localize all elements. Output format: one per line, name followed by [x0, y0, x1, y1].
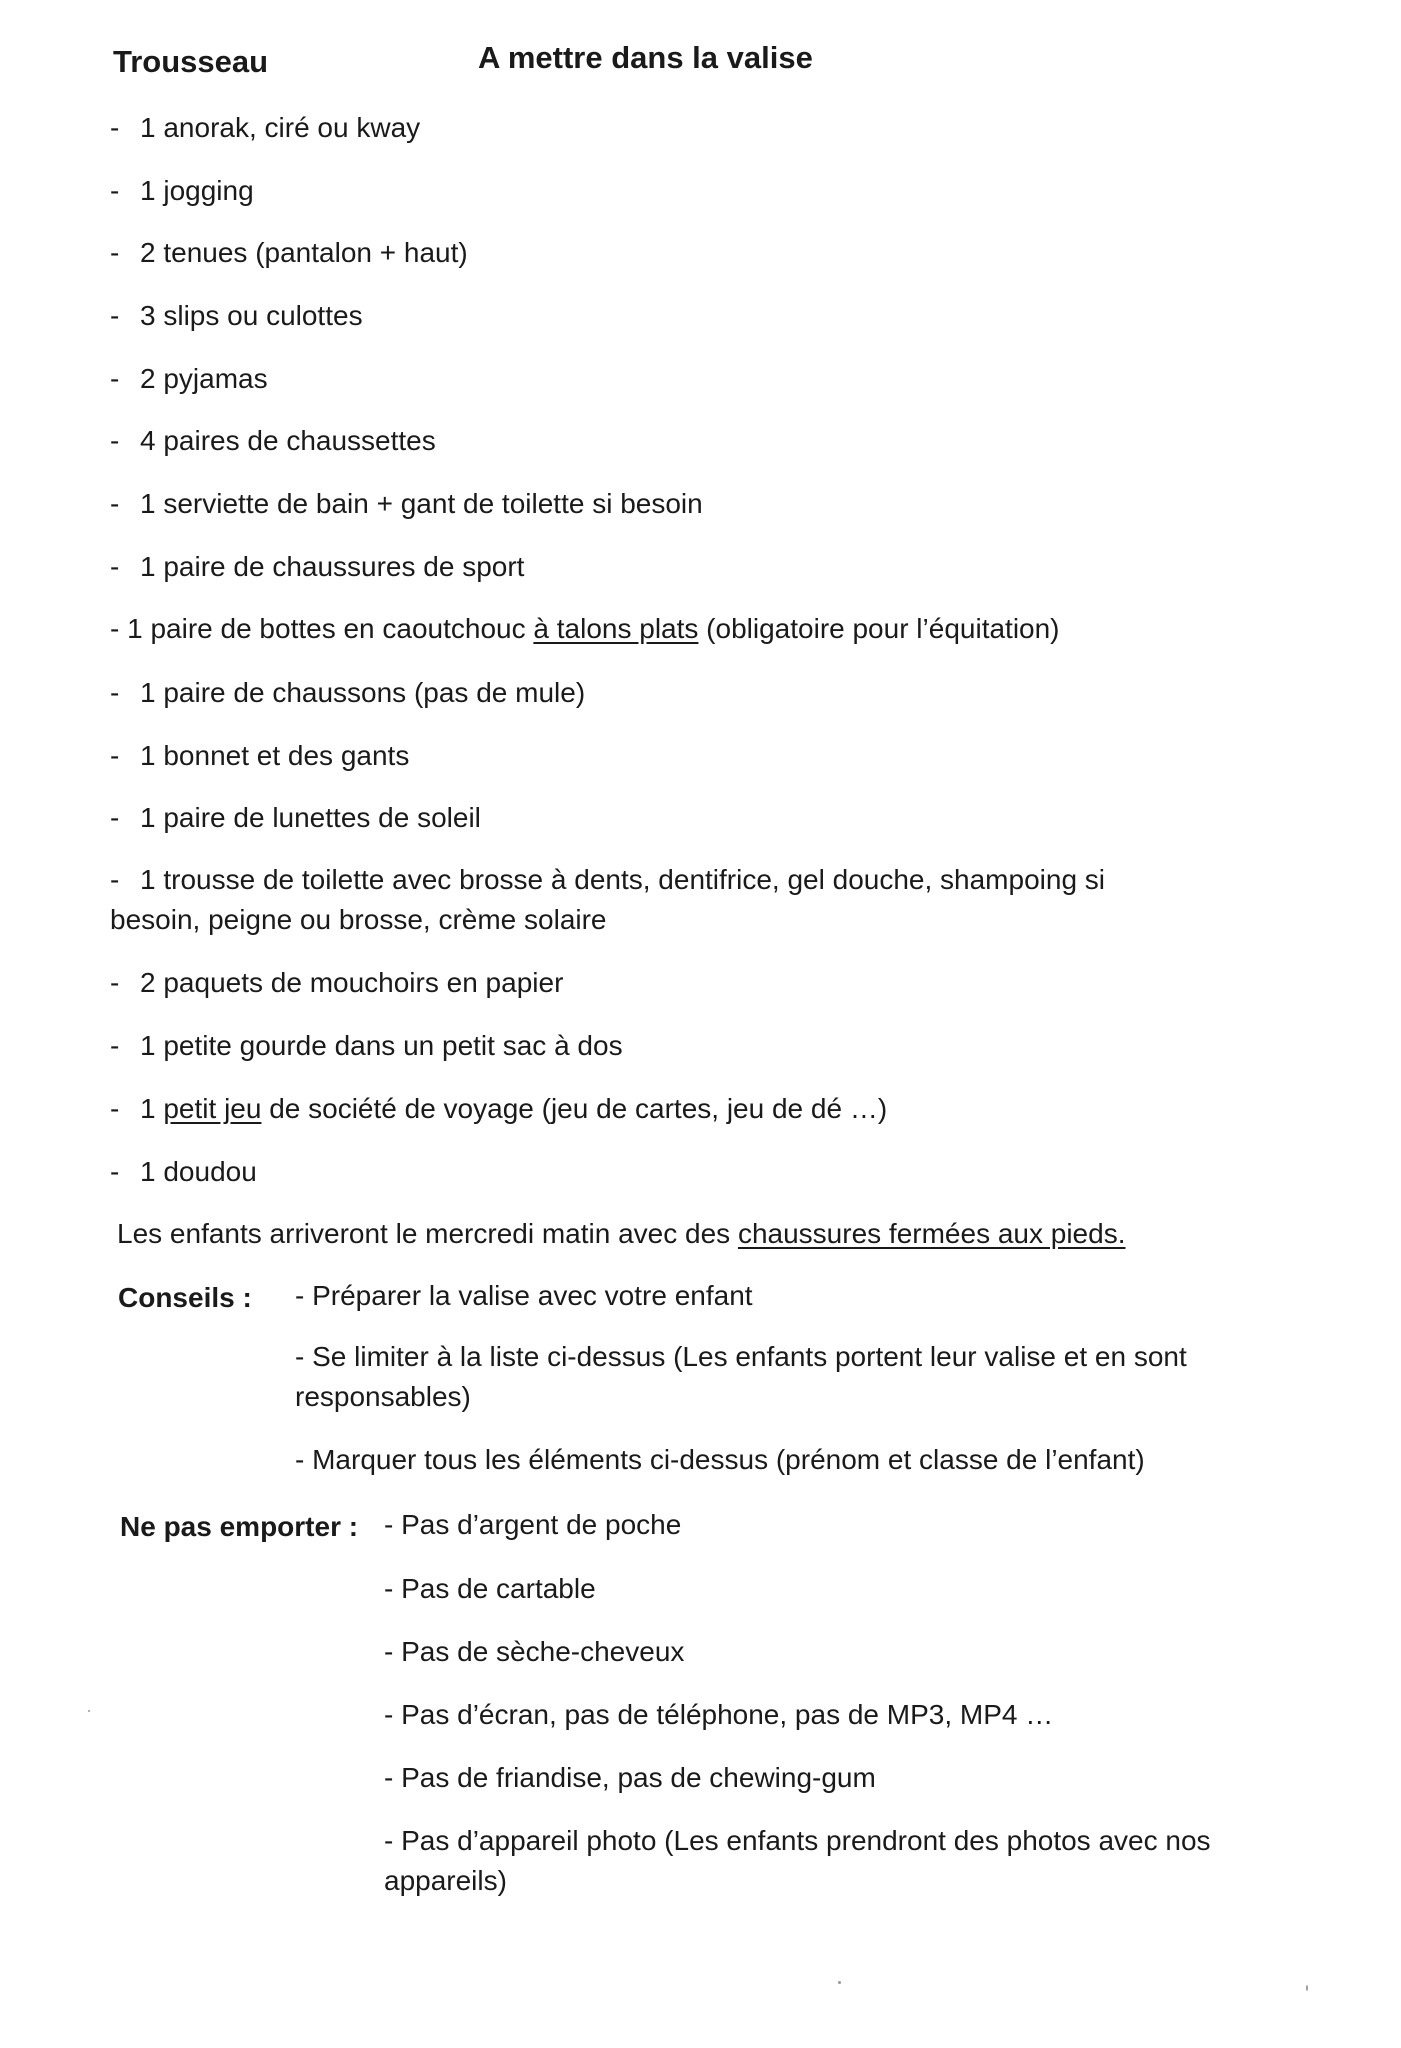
scan-speck — [838, 1981, 841, 1984]
list-item: - 1 doudou — [110, 1156, 257, 1187]
ne-pas-line: - Pas d’appareil photo (Les enfants prendront des photos avec nos appareils) — [384, 1825, 1211, 1896]
ne-pas-line: - Pas d’écran, pas de téléphone, pas de MP3, MP4 … — [384, 1699, 1054, 1730]
conseils-line: - Marquer tous les éléments ci-dessus (prénom et classe de l’enfant) — [295, 1444, 1145, 1475]
list-item: - 1 bonnet et des gants — [110, 740, 410, 771]
list-item: - 1 anorak, ciré ou kway — [110, 112, 421, 143]
underlined-text: chaussures fermées aux pieds. — [737, 1218, 1126, 1249]
conseils-line: - Préparer la valise avec votre enfant — [295, 1280, 753, 1311]
list-item: - 1 paire de chaussures de sport — [110, 551, 525, 582]
list-item: - 1 serviette de bain + gant de toilette si besoin — [110, 488, 703, 519]
list-item: - 2 tenues (pantalon + haut) — [110, 237, 468, 268]
list-item: - 1 trousse de toilette avec brosse à dents, dentifrice, gel douche, shampoing si besoin, peigne ou brosse, crème solaire — [110, 864, 1106, 935]
list-item: - 1 paire de lunettes de soleil — [110, 802, 481, 833]
heading-valise: A mettre dans la valise — [478, 40, 813, 75]
underlined-text: petit jeu — [163, 1093, 262, 1124]
ne-pas-line: - Pas de friandise, pas de chewing-gum — [384, 1762, 876, 1793]
list-item: - 4 paires de chaussettes — [110, 425, 436, 456]
list-item: - 3 slips ou culottes — [110, 300, 363, 331]
list-item: - 1 petite gourde dans un petit sac à dos — [110, 1030, 623, 1061]
ne-pas-line: - Pas de cartable — [384, 1573, 596, 1604]
arrival-note: Les enfants arriveront le mercredi matin avec des chaussures fermées aux pieds. — [117, 1218, 1126, 1249]
heading-trousseau: Trousseau — [113, 44, 269, 79]
ne-pas-emporter-label: Ne pas emporter : — [120, 1511, 359, 1542]
list-item: - 1 paire de bottes en caoutchouc à talons plats (obligatoire pour l’équitation) — [110, 613, 1060, 644]
conseils-line: - Se limiter à la liste ci-dessus (Les enfants portent leur valise et en sont responsables) — [295, 1341, 1187, 1412]
list-item: - 1 petit jeu de société de voyage (jeu de cartes, jeu de dé …) — [110, 1093, 888, 1124]
list-item: - 1 paire de chaussons (pas de mule) — [110, 677, 586, 708]
underlined-text: à talons plats — [533, 613, 699, 644]
list-item: - 2 pyjamas — [110, 363, 268, 394]
list-item: - 1 jogging — [110, 175, 254, 206]
ne-pas-line: - Pas d’argent de poche — [384, 1509, 682, 1540]
list-item: - 2 paquets de mouchoirs en papier — [110, 967, 564, 998]
scan-speck — [1306, 1985, 1308, 1991]
ne-pas-line: - Pas de sèche-cheveux — [384, 1636, 685, 1667]
conseils-label: Conseils : — [118, 1282, 252, 1313]
scan-speck — [88, 1710, 90, 1712]
